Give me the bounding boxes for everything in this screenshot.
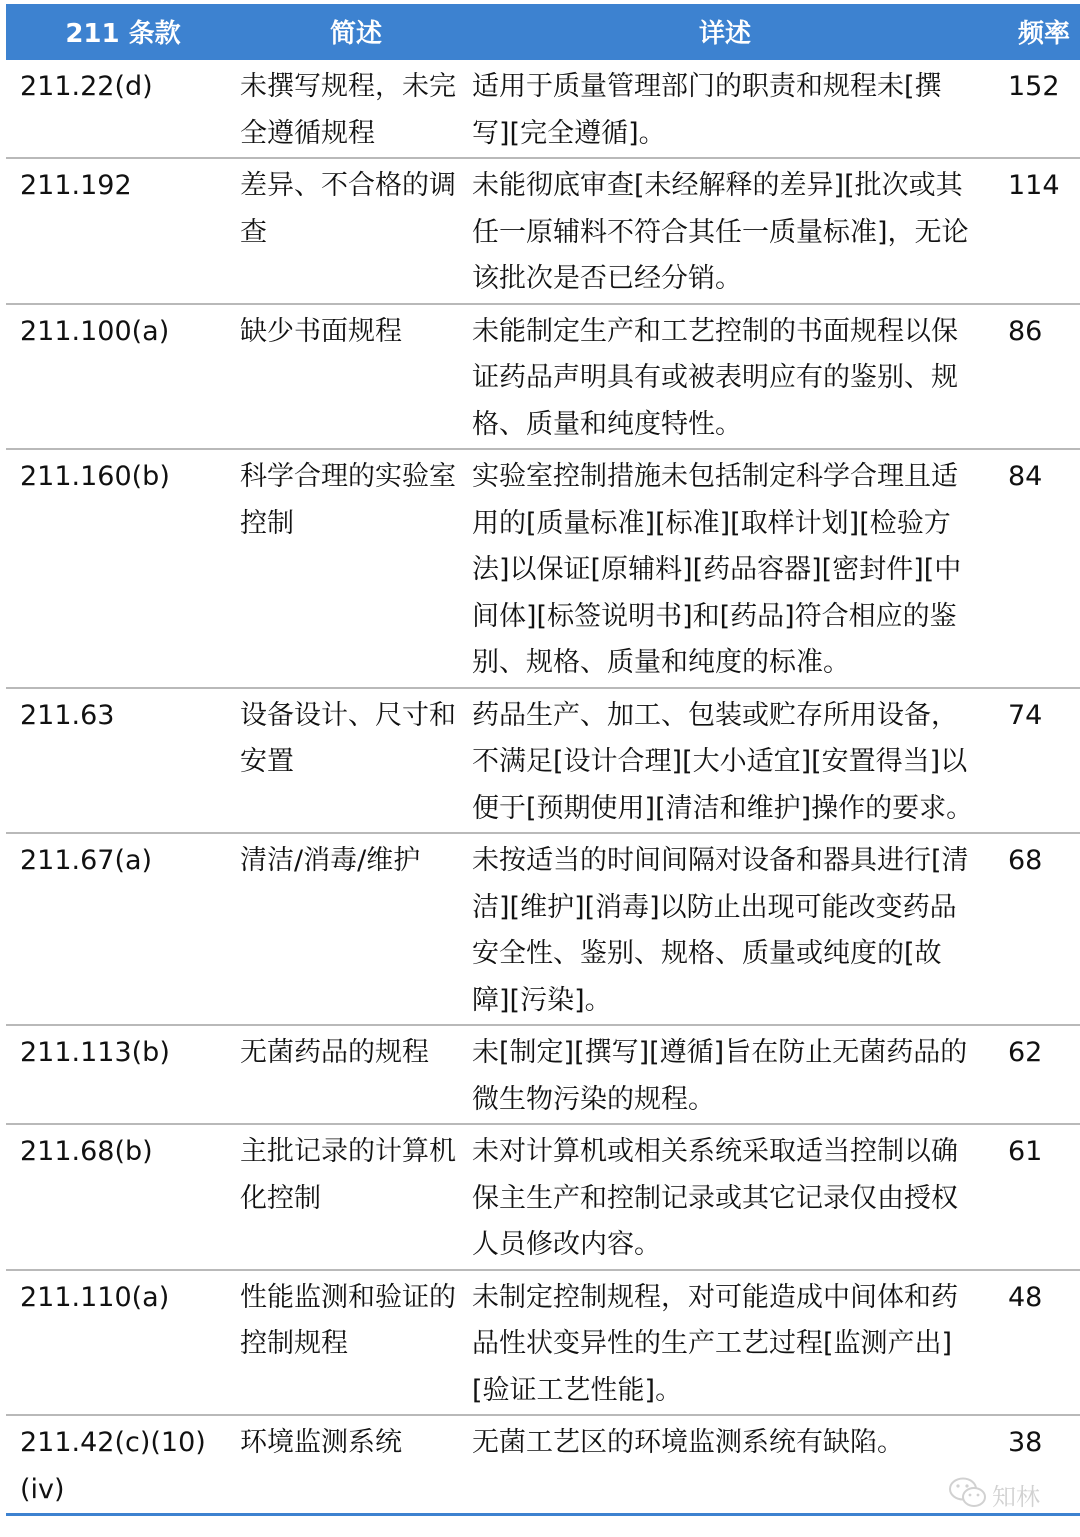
cell-frequency: 114 — [1002, 158, 1080, 304]
header-frequency: 频率 — [1002, 4, 1080, 59]
header-detail: 详述 — [472, 4, 1002, 59]
header-row — [6, 4, 1080, 59]
cell-clause: 211.192 — [6, 158, 240, 304]
table-row — [6, 1270, 1080, 1416]
table-header — [6, 4, 1080, 59]
table-row — [6, 833, 1080, 1025]
cell-frequency: 62 — [1002, 1025, 1080, 1124]
cell-clause: 211.67(a) — [6, 833, 240, 1025]
cell-detail: 未制定控制规程，对可能造成中间体和药品性状变异性的生产工艺过程[监测产出][验证工艺性能]。 — [472, 1270, 1002, 1416]
cell-clause: 211.42(c)(10)(iv) — [6, 1415, 240, 1515]
cell-clause: 211.110(a) — [6, 1270, 240, 1416]
cell-detail: 无菌工艺区的环境监测系统有缺陷。 — [472, 1415, 1002, 1515]
cell-brief: 主批记录的计算机化控制 — [240, 1124, 472, 1270]
cell-frequency: 61 — [1002, 1124, 1080, 1270]
cell-brief: 无菌药品的规程 — [240, 1025, 472, 1124]
table-row — [6, 304, 1080, 450]
cell-detail: 未能彻底审查[未经解释的差异][批次或其任一原辅料不符合其任一质量标准]，无论该批次是否已经分销。 — [472, 158, 1002, 304]
table-row — [6, 688, 1080, 834]
regulation-table — [6, 4, 1080, 1516]
cell-clause: 211.68(b) — [6, 1124, 240, 1270]
cell-clause: 211.100(a) — [6, 304, 240, 450]
cell-brief: 环境监测系统 — [240, 1415, 472, 1515]
cell-detail: 药品生产、加工、包装或贮存所用设备，不满足[设计合理][大小适宜][安置得当]以便于[预期使用][清洁和维护]操作的要求。 — [472, 688, 1002, 834]
cell-clause: 211.63 — [6, 688, 240, 834]
cell-frequency: 152 — [1002, 59, 1080, 158]
table-row — [6, 1124, 1080, 1270]
table-row — [6, 1025, 1080, 1124]
header-clause: 211 条款 — [6, 4, 240, 59]
cell-brief: 科学合理的实验室控制 — [240, 449, 472, 688]
table-container — [6, 4, 1076, 1516]
cell-frequency: 86 — [1002, 304, 1080, 450]
cell-brief: 未撰写规程，未完全遵循规程 — [240, 59, 472, 158]
cell-detail: 实验室控制措施未包括制定科学合理且适用的[质量标准][标准][取样计划][检验方法]以保证[原辅料][药品容器][密封件][中间体][标签说明书]和[药品]符合相应的鉴别、规格、质量和纯度的标准。 — [472, 449, 1002, 688]
cell-clause: 211.160(b) — [6, 449, 240, 688]
cell-frequency: 68 — [1002, 833, 1080, 1025]
table-row — [6, 158, 1080, 304]
cell-brief: 清洁/消毒/维护 — [240, 833, 472, 1025]
cell-detail: 未[制定][撰写][遵循]旨在防止无菌药品的微生物污染的规程。 — [472, 1025, 1002, 1124]
cell-detail: 未对计算机或相关系统采取适当控制以确保主生产和控制记录或其它记录仅由授权人员修改内容。 — [472, 1124, 1002, 1270]
cell-brief: 设备设计、尺寸和安置 — [240, 688, 472, 834]
header-brief: 简述 — [240, 4, 472, 59]
cell-detail: 适用于质量管理部门的职责和规程未[撰写][完全遵循]。 — [472, 59, 1002, 158]
cell-frequency: 74 — [1002, 688, 1080, 834]
table-row — [6, 449, 1080, 688]
table-row — [6, 59, 1080, 158]
table-body — [6, 59, 1080, 1515]
cell-frequency: 38 — [1002, 1415, 1080, 1515]
cell-brief: 性能监测和验证的控制规程 — [240, 1270, 472, 1416]
cell-frequency: 48 — [1002, 1270, 1080, 1416]
cell-detail: 未能制定生产和工艺控制的书面规程以保证药品声明具有或被表明应有的鉴别、规格、质量和纯度特性。 — [472, 304, 1002, 450]
cell-brief: 差异、不合格的调查 — [240, 158, 472, 304]
cell-clause: 211.22(d) — [6, 59, 240, 158]
cell-clause: 211.113(b) — [6, 1025, 240, 1124]
cell-detail: 未按适当的时间间隔对设备和器具进行[清洁][维护][消毒]以防止出现可能改变药品安全性、鉴别、规格、质量或纯度的[故障][污染]。 — [472, 833, 1002, 1025]
cell-frequency: 84 — [1002, 449, 1080, 688]
table-row — [6, 1415, 1080, 1515]
cell-brief: 缺少书面规程 — [240, 304, 472, 450]
watermark-text: 知林 — [992, 1483, 1040, 1511]
